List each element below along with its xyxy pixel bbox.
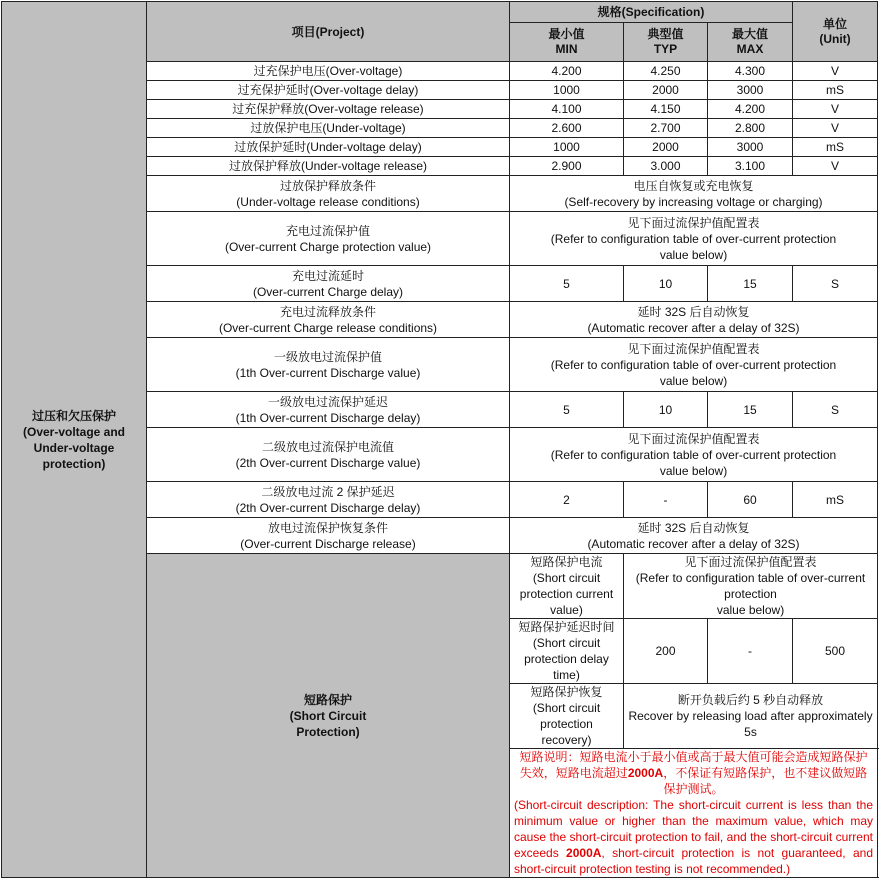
max-cell: 60	[708, 482, 793, 518]
project-cell: 过放保护释放(Under-voltage release)	[147, 157, 510, 176]
unit-cell: S	[793, 266, 878, 302]
project-cell: 短路保护延迟时间 (Short circuit protection delay time)	[510, 619, 624, 684]
typ-cell: 10	[624, 392, 708, 428]
unit-cell: V	[793, 157, 878, 176]
group-short-circuit	[147, 554, 510, 878]
min-cell: 2.900	[510, 157, 624, 176]
project-cell: 一级放电过流保护延迟 (1th Over-current Discharge delay)	[147, 392, 510, 428]
group-label: Under-voltage	[33, 440, 115, 455]
project-cell: 过放保护电压(Under-voltage)	[147, 119, 510, 138]
note-cn: 短路说明：短路电流小于最小值或高于最大值可能会造成短路保护失效，短路电流超过2000A，不保证有短路保护，也不建议做短路保护测试。	[519, 750, 868, 796]
short-circuit-note	[510, 749, 878, 878]
project-cell: 短路保护恢复 (Short circuit protection recovery)	[510, 684, 624, 749]
max-cell: 3.100	[708, 157, 793, 176]
note-en: (Short-circuit description: The short-circuit current is less than the minimum value or higher than the maximum value, which may cause the short-circuit protection to fail, and the short-circuit current exceeds 2000A, short-circuit protection is not guaranteed, and short-circuit protection testing is not recommended.)	[514, 798, 873, 876]
project-cell: 一级放电过流保护值 (1th Over-current Discharge value)	[147, 338, 510, 392]
spec-cell: 延时 32S 后自动恢复 (Automatic recover after a delay of 32S)	[510, 302, 878, 338]
spec-cell: 见下面过流保护值配置表 (Refer to configuration table of over-current protection value below)	[624, 554, 878, 619]
typ-cell: 3.000	[624, 157, 708, 176]
unit-cell: V	[793, 100, 878, 119]
max-cell: 15	[708, 266, 793, 302]
group-label: (Short Circuit	[289, 708, 367, 723]
typ-cell: 4.150	[624, 100, 708, 119]
typ-cell: 4.250	[624, 62, 708, 81]
spec-cell: 延时 32S 后自动恢复 (Automatic recover after a delay of 32S)	[510, 518, 878, 554]
min-cell: 2.600	[510, 119, 624, 138]
project-cell: 充电过流释放条件 (Over-current Charge release conditions)	[147, 302, 510, 338]
typ-cell: 2.700	[624, 119, 708, 138]
typ-cell: -	[708, 619, 793, 684]
project-cell: 过充保护电压(Over-voltage)	[147, 62, 510, 81]
min-cell: 2	[510, 482, 624, 518]
header-spec: 规格(Specification)	[510, 2, 793, 23]
group-label: protection)	[42, 456, 106, 471]
max-cell: 15	[708, 392, 793, 428]
project-cell: 过放保护释放条件 (Under-voltage release conditions)	[147, 176, 510, 212]
spec-cell: 断开负载后约 5 秒自动释放 Recover by releasing load after approximately 5s	[624, 684, 878, 749]
typ-cell: 2000	[624, 81, 708, 100]
header-max: 最大值 MAX	[708, 23, 793, 62]
min-cell: 5	[510, 266, 624, 302]
min-cell: 4.100	[510, 100, 624, 119]
group-label: 过压和欠压保护	[31, 408, 116, 423]
typ-cell: -	[624, 482, 708, 518]
project-cell: 二级放电过流保护电流值 (2th Over-current Discharge value)	[147, 428, 510, 482]
unit-cell: mS	[793, 482, 878, 518]
project-cell: 过放保护延时(Under-voltage delay)	[147, 138, 510, 157]
unit-cell: mS	[793, 81, 878, 100]
project-cell: 放电过流保护恢复条件 (Over-current Discharge release)	[147, 518, 510, 554]
max-cell: 3000	[708, 81, 793, 100]
min-cell: 5	[510, 392, 624, 428]
min-cell: 4.200	[510, 62, 624, 81]
spec-cell: 电压自恢复或充电恢复 (Self-recovery by increasing voltage or charging)	[510, 176, 878, 212]
header-project: 项目(Project)	[147, 2, 510, 62]
group-over-under-voltage	[2, 2, 147, 878]
max-cell: 4.200	[708, 100, 793, 119]
unit-cell: S	[793, 392, 878, 428]
spec-cell: 见下面过流保护值配置表 (Refer to configuration table of over-current protection value below)	[510, 338, 878, 392]
project-cell: 过充保护释放(Over-voltage release)	[147, 100, 510, 119]
unit-cell: V	[793, 62, 878, 81]
unit-cell: V	[793, 119, 878, 138]
spec-cell: 见下面过流保护值配置表 (Refer to configuration table of over-current protection value below)	[510, 212, 878, 266]
group-label: Protection)	[296, 724, 360, 739]
spec-table	[1, 1, 878, 878]
max-cell: 500	[793, 619, 878, 684]
header-typ: 典型值 TYP	[624, 23, 708, 62]
min-cell: 200	[624, 619, 708, 684]
project-cell: 过充保护延时(Over-voltage delay)	[147, 81, 510, 100]
unit-cell: mS	[793, 138, 878, 157]
project-cell: 短路保护电流 (Short circuit protection current value)	[510, 554, 624, 619]
min-cell: 1000	[510, 138, 624, 157]
spec-cell: 见下面过流保护值配置表 (Refer to configuration table of over-current protection value below)	[510, 428, 878, 482]
min-cell: 1000	[510, 81, 624, 100]
project-cell: 二级放电过流 2 保护延迟 (2th Over-current Discharge delay)	[147, 482, 510, 518]
max-cell: 2.800	[708, 119, 793, 138]
project-cell: 充电过流保护值 (Over-current Charge protection value)	[147, 212, 510, 266]
header-unit: 单位 (Unit)	[793, 2, 878, 62]
max-cell: 3000	[708, 138, 793, 157]
max-cell: 4.300	[708, 62, 793, 81]
typ-cell: 10	[624, 266, 708, 302]
group-label: 短路保护	[303, 692, 352, 707]
header-min: 最小值 MIN	[510, 23, 624, 62]
typ-cell: 2000	[624, 138, 708, 157]
project-cell: 充电过流延时 (Over-current Charge delay)	[147, 266, 510, 302]
group-label: (Over-voltage and	[22, 424, 126, 439]
